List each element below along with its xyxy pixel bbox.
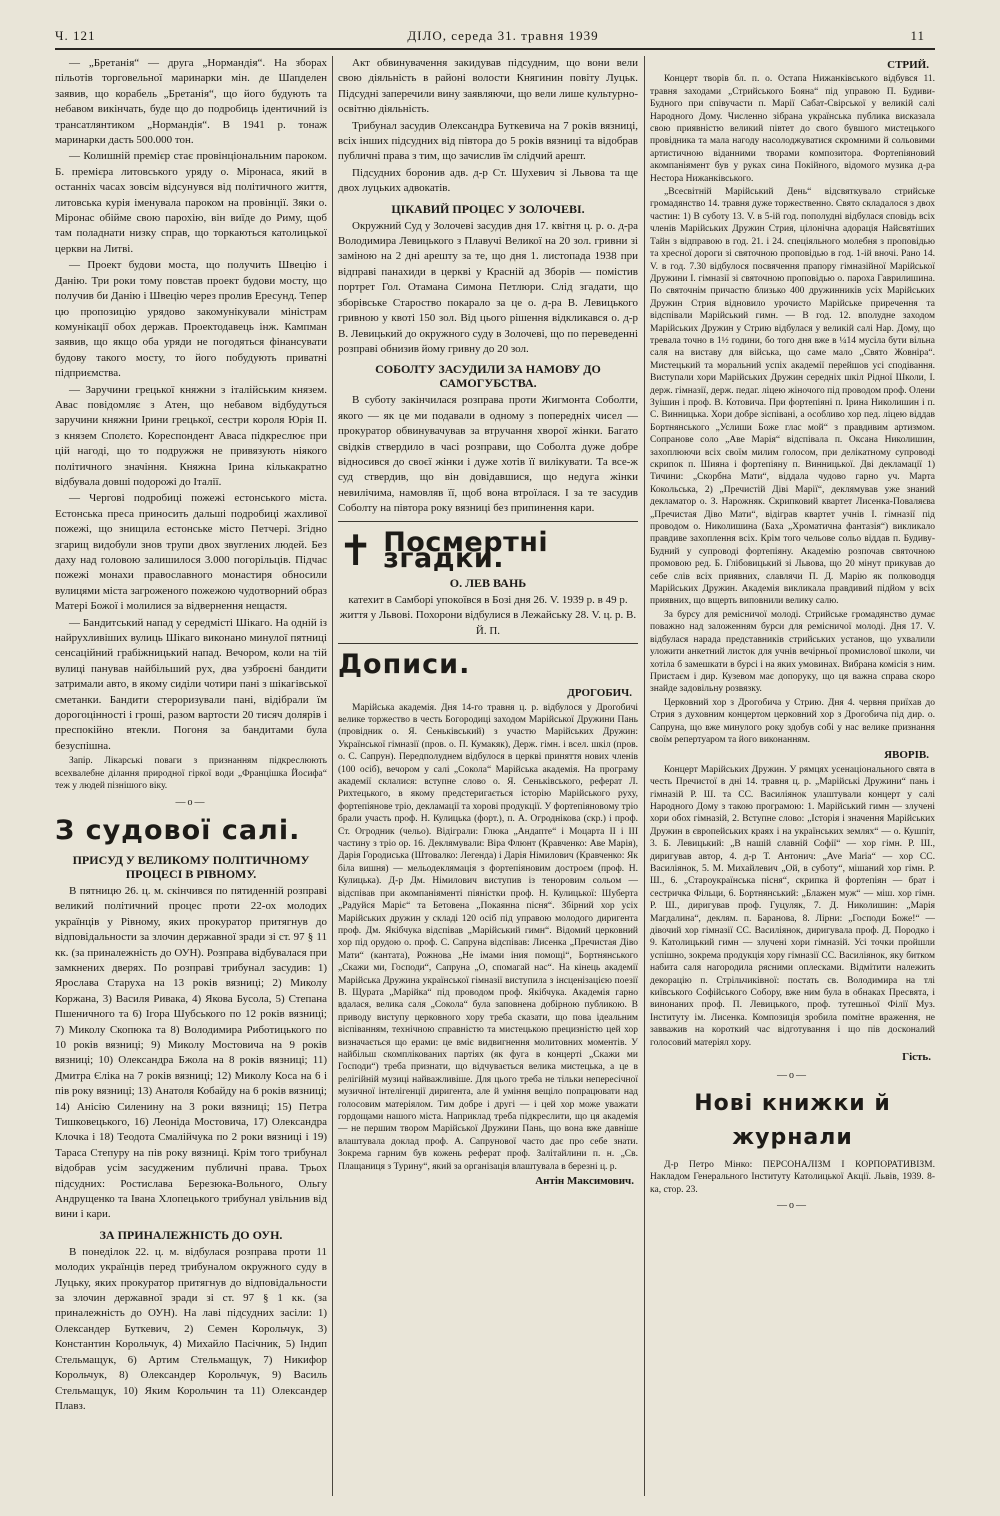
article-zolochiv: Окружний Суд у Золочеві засудив дня 17. квітня ц. р. о. д-ра Володимира Левицького з Плавучі Великої на 20 зол. гривни зі заміною на 2 дні арешту за те, що дня 1. листопада 1938 при відправі панахиди в церкві у Красній ад Зборів — помістив портрет Гол. Отамана Симона Петлюри. Слід згадати, що зборівське Староство покарало за це о. д-ра В. Левицького гривною у квоті 150 зол. Від цього рішення відкликався о. д-р В. Левицький до окружного суду в Золочеві, що по переведенні розправі обнизив йому гривну до 20 зол. xyxy=(338,219,638,355)
obituary-text: катехит в Самборі упокоївся в Бозі дня 26. V. 1939 р. в 49 р. життя у Львові. Похорони відбулися в Лежайську 28. V. ц. р. В. Й. П. xyxy=(339,593,637,637)
headline-sobolta: СОБОЛТУ ЗАСУДИЛИ ЗА НАМОВУ ДО САМОГУБСТВА. xyxy=(375,362,601,391)
article-oun-verdict: Трибунал засудив Олександра Буткевича на 7 років вязниці, всіх інших підсудних від півтора до 5 років вязниці та відобрав публичні права з тим, що зачислив їм слідчий арешт. xyxy=(338,119,638,163)
article-marian-day: „Всесвітній Марійський День“ відсвяткувало стрийське громадянство 14. травня дуже торжественно. Свято складалося з двох частин: 1) В суботу 13. V. в 5-ій год. пополудні відбулася сповідь всіх членів Марійських Дружин Стрия, цілонічна адорація Найсвятіших Тайн з відправою в год. 21. і 24. спеціяльного молебня з проповідью та хресної дороги зі святочною проповідью в год. 1-ій вночі. Рано 14. V. в год. 7.30 відбулося посвячення прапору гімназійної Марійської Дружини I. гімназії зі святочною проповідью о. пароха Гаврилишина. По святочнім причастю близько 400 дружинників усіх Марійських Дружин Стрия відновило урочисто Марійське приречення та відспівали Марійський гимн. — В год. 12. вполудне заходом Марійських Дружин у Стрию відбулася у великій салі Нар. Дому, що тревала точно в 1½ години, бо того дня вже в ¼14 мусіла бути вільна саля на виставу для війська, що саме мало „Свято Жовніра“. Мистецький та моральний успіх академії перейшов усі сподівання. Виступали хори Марійських Дружин середніх шкіл Рідної Школи, I. держ. гімназії, держ. педаг. ліцею жіночого під проводом проф. Олени Зуішин і проф. В. Котовича. При фортепіяні п. Ірина Николишин і п. С. Винницька. Хори добре зіспівані, а особливо хор пед. ліцею віддав Бортнянського „Услиши Боже глас мой“ з правдивим артизмом. Сопранове соло „Аве Марія“ відспівала п. Оксана Николишин, захоплюючи всіх своїм милим голосом, при делікатному супроводі скрипок п. Шияна і фортепіяну п. Винницької. Дві декламації 1) Тичини: „Скорбна Мати“, віддала чудово гарно уч. Марта Кокольська, 2) „Пречистій Діві Марії“, деклямував уже знаний декламатор о. З. Нарожняк. Скрипковий квартет Лисенка-Поваляєва „Пречистая Діво Мати“, відіграв квартет учнів I. гімназії під проводом о. Николишина (Баха „Хроматична фантазія“) викликало правдиве захоплення всіх. Крім того чельове сольо віддав п. Будиву-Будний у супроводі фортепіяну. Академію розпочав святочною промовою ред. Б. Глібовицький зі Львова, що 20 мінут прикував до себе слів всіх приявних, славлячи П. Д. Марію як полководця Марійських Дружин. Академія викликала правдивий підйом у всіх приявних, що вщерть виповнили велику салю. xyxy=(650,187,935,607)
news-bretagne: — „Бретанія“ — друга „Нормандія“. На зборах пільотів торговельної маринарки мін. де Шапделен заявив, що корабель „Бретанія“, що його будують та небавом викінчать, буде що до подробиць ідентичний із трансатлянтиком „Нормандія“. В 1941 р. тонаж маринарки дасть 500.000 тон. xyxy=(55,57,327,147)
masthead xyxy=(55,26,925,46)
headline-zolochiv: ЦІКАВИЙ ПРОЦЕС У ЗОЛОЧЕВІ. xyxy=(391,201,585,216)
ornament-divider: —о— xyxy=(175,796,207,808)
divider xyxy=(338,521,638,522)
section-court-title: З судової салі. xyxy=(55,814,301,846)
section-correspondence-title: Дописи. xyxy=(338,649,471,681)
article-yavoriv-concert: Концерт Марійських Дружин. У рямцях усенаціонального свята в честь Пречистої в дні 14. травня ц. р. „Марійські Дружини“ пань і гімназій Р. Ш. та СС. Василіянок улаштували концерт у салі Народного Дому з такою програмою: 1. Марійський гимн — злучені хори обох гімназій, 2. Вступне слово: „Історія і значення Марійських Дружин в європейських краях і на українських землях“ — о. Кушпіт, 3. Б. Левицький: „В нашій славній Софії“ — хор гімн. Р. Ш., диригував автор, 4. д-р Т. Антонич: „Ave Maria“ — хор СС. Василіянок, 5. М. Михайлевич „Ой, в суботу“, мішаний хор гімн. Р. Ш., 6. „Староукраїнська пісня“, скрипка й фортепіян — брат і сестричка Фільци, 6. Бортнянський: „Блажен муж“ — міш. хор гімн. Р. Ш., диригував проф. Гуцуляк, 7. Д. Николишин: „Марія Магдалина“, деклям. п. Баранова, 8. Лірни: „Господи Боже!“ — дівочий хор гімназії СС. Василіянок, диригувала проф. Д. Породко і 9. Католицький гимн — злучені хори гімназій. Усі точки пройшли успішно, зокрема продукція хору гімназії СС. Василіянок, яку битком набита саля нагородила рясними оплесками. Відмітити належить декорацію п. Стрільчиківної: постать св. Володимира на тлі київського Софійського Собору, вже ним була в обнаках Пресвята, і винонаних проф. П. Левицького, проф. тутешньої Філії Муз. Інституту ім. Лисенка. Композиція зробила помітне враження, не завважив на короткий час відготування і що пів досконалий голосовий матеріял хору. xyxy=(650,764,935,1048)
issue-number: Ч. 121 xyxy=(55,28,96,43)
obituary-name: О. ЛЕВ ВАНЬ xyxy=(449,575,527,590)
column-2 xyxy=(338,56,638,1496)
place-yavoriv: ЯВОРІВ. xyxy=(884,749,929,762)
article-rivne-trial: В пятницю 26. ц. м. скінчився по пятиденній розправі великий політичний процес проти 22-ох молодих українців у Рівному, яких прокуратор притягнув до відповідальности за злочин державної зради зі ст. 97 § 11 кк. (за приналежність до ОУН). Розправа відбувалася при замкнених дверях. По розправі трибунал засудив: 1) Ярослава Старуха на 13 років вязниці; 2) Миколу Коржана, 3) Василя Ривака, 4) Якова Бусола, 5) Степана Пшеничного та 6) Ігора Шубського по 12 років вязниці; 7) Миколу Скопюка та 8) Володимира Рибoтицького по 10 років вязниці; 9) Миколу Мостовича на 9 років вязниці; 10) Олександра Бжола на 8 років вязниці; 11) Дмитра Єліка на 7 років вязниці; 12) Миколу Косa на 6 і пів року вязниці; 13) Анатоля Кобайду на 6 років вязниці; 14) Анісію Силенину на 3 роки вязниці; 15) Петра Тишковецького, 16) Леоніда Мостовича, 17) Олександра Клочка і 18) Теодота Смалійчука по 2 роки вязниці і 19) Тараса Степуру на пів року вязниці. Крім того трибунал вiдобрав усім засудженим публичні права. Трьох підсудних: Ростислава Березюка-Вольного, Ольгу Андрущенко та Івана Хлопецького трибунал увільнив від вини і кари. xyxy=(55,884,327,1221)
article-drohobych: Марійська академія. Дня 14-го травня ц. р. відбулося у Дрогобичі велике торжество в честь Богородиці заходом Марійської Дружини Пань (провідник о. Я. Сеньківський) з участю Марійських Дружин: Української гімназії (пров. о. П. Кумакяк), Держ. гімн. і всел. шкіл (пров. о. С. Сапрун). Передполуднем відбулося в церкві приняття нових членів (100 осіб), вечором у салі „Сокола“ Марійська академія. На програму академії склалися: вступне слово о. Я. Сеньківського, реферат Л. Рихтецького, в якому предстеригається історію Марійського руху, фортепіянове тріо, декламації та хорові продукції. У фортепіяновому тріо брали участь проф. Н. Кулицька (форт.), п. А. Огродніковa (скр.) і проф. Ст. Огродник (чельо). Відіграли: Глюка „Андапте“ і Моцарта II і III частину з тріо ор. 16. Деклямували: Віра Флюнт (Кравченко: Аве Марія), Дарія Городиська (Штовалко: Легенда) і Дарія Німилович (Кравченко: Як біла вишня) — мельодеклямація з фортепіяновим достроєм (проф. Н. Кулицька). Д-р Дм. Німилович виступив із теноровим сольом — відспівав при акомпаніяменті піяністки проф. Н. Кулицької: Шуберта „Радуйся Маріє“ та Бетовена „Покаянна пісня“. Збірний хор усіх Марійських дружин у складі 120 осіб під управою молодого диригента проф. Дм. Якібчука відспівав „Марійський гимн“. Відомий церковний хор під орудою о. проф. С. Сапруна відспівав: Лисенка „Пречистая Діво Мати“ (кантата), Рожнова „Не імами іния помощі“, Бортнянського „Скажи ми, Господи“, Сапруна „О, спомагай нас“. На кінець академії Марійська Дружина української гімназії виступила з інсценізацією поезії В. Щурата „Марійка“ під проводом проф. Якібчука. Академія гарно вдалася, велика саля „Сокола“ була заповнена добірною публикою. В приводу виступу церковного хору треба сказати, що пова ідеальним віспіванням, технічною справністю та мистецькою прецизністю цей хор визначається що ерами: це вміє видвигнення молитовних моментів. У найбільш скомплікованих партіях (як фуга в концерті „Скажи ми Господи“) треба признати, що відчувається велика мистецька, а це в релігійній музиці найважливіше. Для цього треба не тільки непересічної музичної інтелігенції диригента, але й уміння вещіло попрацювати над голосовим матеріялом. Тим добре і другі — і цей хор може уважати гордощами нашого міста. Наприклад треба підкреслити, що ця академія — не першим твором Марійської Дружини Пань, що вона вже давніше влаштувала доклад проф. А. Сапрунової часто дає про себе знати. Зокрема гарним був кожень реферат проф. Залітайлини п. н. „Св. Плащаниця з Турину“, який за організація влаштувала в березні ц. р. xyxy=(338,702,638,1172)
article-oun-defense: Підсудних боронив адв. д-р Ст. Шухевич зі Львова та ще двох луцьких адвокатів. xyxy=(338,166,638,195)
news-lithuania: — Колишній премієр стає провінціональним пароком. Б. премієра литовського уряду о. Міронаса, який в останніх часах зовсім відсунувся від політичного життя, литовська курія іменувала пароком на провінції. Зяки о. Міронас обійме свою парохію, він виїде до Риму, щоб там поладнати низку справ, що торкаються католицької церкви на Литві. xyxy=(55,150,327,255)
article-oun-cont: Акт обвинувачення закидував підсудним, що вони вели свою діяльність в районі волости Княгинин повіту Луцьк. Підсудні заперечили вину заявляючи, що вели лише культурно-освітню діяльність. xyxy=(338,57,638,116)
signature-maksymovych: Антін Максимович. xyxy=(535,1175,634,1188)
signature-gist: Гість. xyxy=(902,1051,931,1064)
newspaper-title-date: ДІЛО, середа 31. травня 1939 xyxy=(407,28,599,43)
news-fire: — Чергові подробиці пожежі естонського міста. Естонська преса приносить дальші подробиці жахливої пожежі, що знищила естонське місто Петчері. Згідно згарищ видобули знов трупи двох звуглених людей. Без даху над головою залишилося 3.000 погорільців. Підчас пожежі монахи православного монастиря обносили вулицями міста загроженого пожежою чудотворний образ Матері Божої і молилися за відвернення нещастя. xyxy=(55,492,327,613)
article-choir: Церковний хор з Дрогобича у Стрию. Дня 4. червня приїхав до Стрия з духовним концертом церковний хор з Дрогобича під дир. о. Сапруна, що вже минулого року здобув собі у нас велике признання своїм репертуаром та його виконанням. xyxy=(650,697,935,745)
column-divider xyxy=(332,56,333,1496)
news-engagement: — Заручини грецької княжни з італійським князем. Авас повідомляє з Атен, що небавом відбудуться заручини княжни Ірини грецької, сестри короля Юрія II. з князем Сполєто. Кореспондент Аваса підкреслює при цій нагоді, що то подружжя не привязують ніякого політичного значіння. Княжна Ірина кількакратно відбувала довші подорожі до Італії. xyxy=(55,383,327,488)
ornament-divider: —о— xyxy=(777,1200,808,1212)
top-rule xyxy=(55,48,935,50)
article-oun: В понеділок 22. ц. м. відбулася розправа проти 11 молодих українців перед трибуналом окружного суду в Луцьку, яких прокуратор притягнув до відповідальности за злочин державної зради зі ст. 97 § 1 кк. (за приналежність до ОУН). На лаві підсудних засіли: 1) Олександер Буткевич, 2) Семен Корольчук, 3) Константин Корольчук, 4) Михайло Пасічник, 5) Індип Стельмащук, 6) Артим Стельмащук, 7) Никифор Корольчук, 8) Олександер Корольчук, 9) Василь Стельмащук, 10) Яким Корольчин та 11) Олександер Плавз. xyxy=(55,1245,327,1412)
column-divider xyxy=(644,56,645,1496)
article-bursa: За бурсу для ремісничої молоді. Стрийське громадянство думає поважно над заложенням бурси для ремісничої молоді. Дня 17. V. відбулася нарада представників стрийських установ, що ухвалили уложити анкетний листок для учнів вечірньої промислової школи, чи хотіла б замешкати в бурсі і на яких умовинах. Вибрана комісія з ним. Пристаєм і дир. Кузевом має допорукy, що ця важна справа скоро знайде задовільну розвязку. xyxy=(650,609,935,695)
place-drohobych: ДРОГОБИЧ. xyxy=(567,687,632,700)
ornament-divider: —о— xyxy=(777,1069,808,1081)
cross-icon: ✝ xyxy=(338,525,374,575)
divider xyxy=(338,643,638,644)
column-1 xyxy=(55,56,327,1496)
news-chicago: — Бандитський напад у середмісті Шікаго. На одній із найрухливіших вулиць Шікаго виконано минулої пятниці сенсаційний грабіжницький напад. Вечором, коли на тій вулиці панував найбільший рух, два узброєні бандити затримали авто, в якому сиділи чотири пані з шікагівської сметанки. Бандити стероризували пані, відібрали їм дорогоцінності і гроші, разом вартости 20 тисяч долярів і преспокійно втекли. Погоня за бандитами була безуспішна. xyxy=(55,616,327,752)
article-sobolta: В суботу закінчилася розправа проти Жигмонта Соболти, якого — як це ми подавали в одному з попередніх чисел — прокуратор обвинувачував за втручання хворої жінки. Багато свідків ствердило в часі розправи, що Соболта дуже добре відносився до своєї жінки і дуже хотів її вилікувати. Та все-ж суд ствердив, що він довідавшися, що недуга жінки невилічима, намовляв її, щоб вона втроїлася. І за те засудив Соболту на півтора року вязниці без припинення кари. xyxy=(338,394,638,515)
obituary-title: Посмертні згадки. xyxy=(383,527,549,574)
column-3 xyxy=(650,56,935,1496)
obituary-header xyxy=(338,525,638,575)
page-number: 11 xyxy=(910,28,925,43)
article-concert: Концерт творів бл. п. о. Остапа Нижанківського відбувся 11. травня заходами „Стрийського Бояна“ під управою П. Будиви-Будного при співучасти п. Марії Сабат-Свірської у великій салі Народного Дому. Численно зібрана українська публика висказала свою приявністю великий півтет до свого бувшого мистецького провідника та мала нагоду насолоджуватися скромними й сольовими артистичною віданними творами композитора. Фортепіяновий акомпаніямент був у руках сина Покійного, відомого музика д-ра Нестора Нижанківського. xyxy=(650,74,935,184)
advert-note: Запір. Лікарські поваги з признанням підкреслюють всехвалебне ділання природної гіркої води „Францішка Йосифа“ теж у людей пізнішого віку. xyxy=(55,756,327,792)
headline-rivne-trial: ПРИСУД У ВЕЛИКОМУ ПОЛІТИЧНОМУ ПРОЦЕСІ В РІВНОМУ. xyxy=(72,852,310,881)
section-books-title: Нові книжки й журнали xyxy=(694,1090,891,1150)
book-entry: Д-р Петро Мінко: ПЕРСОНАЛІЗМ І КОРПОРАТИВІЗМ. Накладом Генерального Інституту Католицької Акції. Львів, 1939. 8-ка, стор. 23. xyxy=(650,1159,935,1195)
place-stryi: СТРИЙ. xyxy=(887,59,929,71)
headline-oun: ЗА ПРИНАЛЕЖНІСТЬ ДО ОУН. xyxy=(99,1227,283,1242)
news-bridge: — Проект будови моста, що получить Швецію і Данію. Три роки тому повстав проект будови мосту, що получив би Данію і Швецію через пролив Ересунд. Тепер цю пропозицію урядово закомунікували міністрам комунікації обох держав. Проектодавець інж. Кампман заявив, що якщо оба уряди не погодяться фінансувати будову такого мосту, то його побудують приватні підприємства. xyxy=(55,259,327,380)
